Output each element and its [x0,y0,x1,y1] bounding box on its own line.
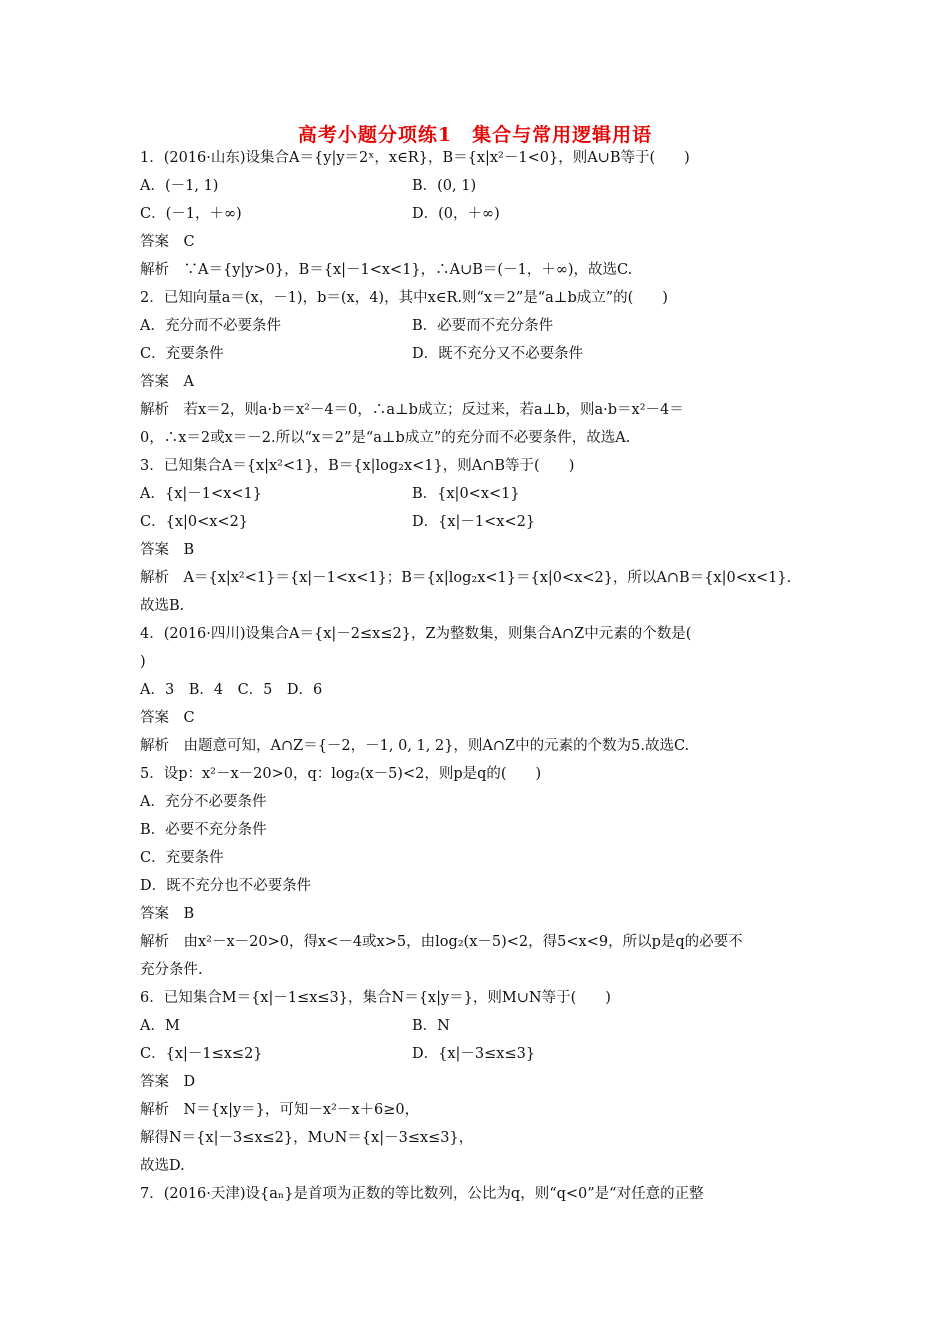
option-right: B．{x|0<x<1} [412,486,520,502]
text-line: A．充分不必要条件 [140,794,267,810]
text-line: 解析 由题意可知，A∩Z＝{－2，－1, 0, 1, 2}，则A∩Z中的元素的个数为5.故选C. [140,738,690,754]
text-line: 解析 ∵A＝{y|y>0}，B＝{x|－1<x<1}，∴A∪B＝(－1，＋∞)，故选C. [140,262,633,278]
text-line: 6．已知集合M＝{x|－1≤x≤3}，集合N＝{x|y＝}，则M∪N等于( ) [140,990,611,1006]
document-body [140,144,812,1208]
option-row [140,200,812,228]
text-line: 故选B. [140,598,185,614]
text-line: B．必要不充分条件 [140,822,267,838]
option-right: D．(0，＋∞) [412,206,500,222]
option-row [140,1012,812,1040]
text-line: 解得N＝{x|－3≤x≤2}，M∪N＝{x|－3≤x≤3}， [140,1130,474,1146]
option-right: B．(0, 1) [412,178,477,194]
option-left: C．{x|－1≤x≤2} [140,1046,263,1062]
text-line: 1．(2016·山东)设集合A＝{y|y＝2ˣ，x∈R}，B＝{x|x²－1<0}，则A∪B等于( ) [140,150,690,166]
text-line: 解析 A＝{x|x²<1}＝{x|－1<x<1}；B＝{x|log₂x<1}＝{x|0<x<2}，所以A∩B＝{x|0<x<1}. [140,570,792,586]
text-line: 解析 由x²－x－20>0，得x<－4或x>5，由log₂(x－5)<2，得5<x<9，所以p是q的必要不 [140,934,743,950]
text-line: 3．已知集合A＝{x|x²<1}，B＝{x|log₂x<1}，则A∩B等于( ) [140,458,575,474]
text-line: 5．设p：x²－x－20>0，q：log₂(x－5)<2，则p是q的( ) [140,766,542,782]
text-line: 解析 若x＝2，则a·b＝x²－4＝0，∴a⊥b成立；反过来，若a⊥b，则a·b＝x²－4＝ [140,402,684,418]
option-row [140,508,812,536]
text-line: 答案 A [140,374,194,390]
option-left: C．{x|0<x<2} [140,514,249,530]
text-line: D．既不充分也不必要条件 [140,878,312,894]
option-right: D．既不充分又不必要条件 [412,346,584,362]
option-row [140,312,812,340]
text-line: 2．已知向量a＝(x，－1)，b＝(x，4)，其中x∈R.则“x＝2”是“a⊥b成立”的( ) [140,290,668,306]
option-right: D．{x|－1<x<2} [412,514,536,530]
text-line: 答案 C [140,234,195,250]
text-line: 7．(2016·天津)设{aₙ}是首项为正数的等比数列，公比为q，则“q<0”是“对任意的正整 [140,1186,704,1202]
option-left: C．(－1，＋∞) [140,206,242,222]
option-right: B．N [412,1018,450,1034]
option-right: B．必要而不充分条件 [412,318,554,334]
text-line: 故选D. [140,1158,185,1174]
option-left: C．充要条件 [140,346,224,362]
text-line: 4．(2016·四川)设集合A＝{x|－2≤x≤2}，Z为整数集，则集合A∩Z中元素的个数是( [140,626,692,642]
option-left: A．M [140,1018,180,1034]
option-left: A．{x|－1<x<1} [140,486,262,502]
text-line: 答案 B [140,542,195,558]
text-line: 0，∴x＝2或x＝－2.所以“x＝2”是“a⊥b成立”的充分而不必要条件，故选A. [140,430,631,446]
option-row [140,480,812,508]
option-row [140,1040,812,1068]
text-line: 答案 C [140,710,195,726]
page-title: 高考小题分项练1 集合与常用逻辑用语 [297,124,653,146]
text-line: 答案 D [140,1074,196,1090]
option-left: A．(－1, 1) [140,178,219,194]
option-row [140,172,812,200]
text-line: 解析 N＝{x|y＝}，可知－x²－x＋6≥0， [140,1102,420,1118]
text-line: C．充要条件 [140,850,224,866]
text-line: ) [140,654,146,670]
text-line: 答案 B [140,906,195,922]
text-line: 充分条件. [140,962,203,978]
option-row [140,340,812,368]
option-left: A．充分而不必要条件 [140,318,281,334]
option-right: D．{x|－3≤x≤3} [412,1046,536,1062]
text-line: A．3 B．4 C．5 D．6 [140,682,323,698]
